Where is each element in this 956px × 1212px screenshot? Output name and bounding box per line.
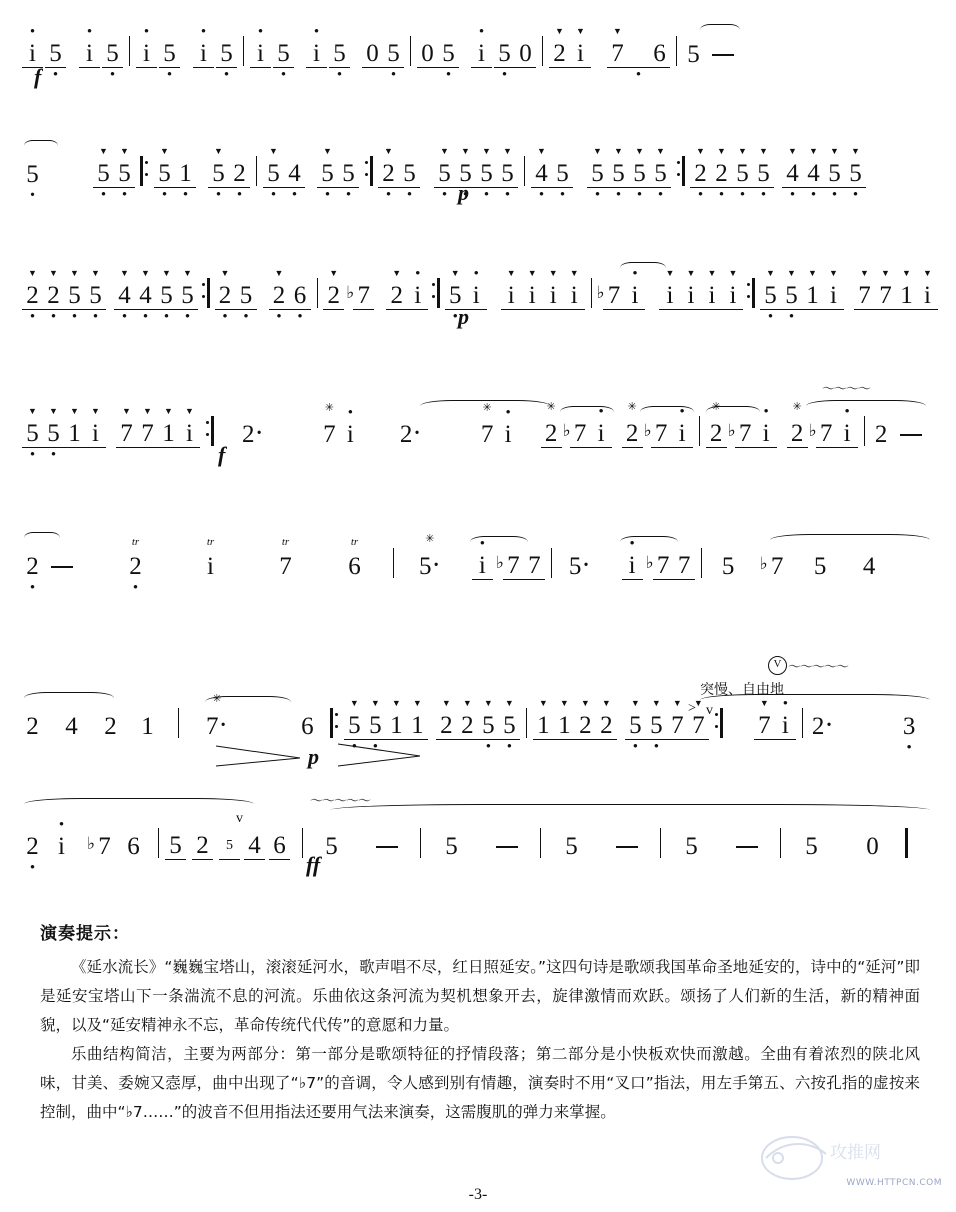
note: • i: [622, 553, 643, 580]
barline: [780, 828, 781, 858]
dynamic-f: f: [218, 442, 226, 467]
note: ▼ i: [85, 421, 106, 448]
note: ♭ 7: [570, 421, 591, 448]
note: 5: [565, 833, 578, 860]
note: 2 ·: [809, 713, 837, 740]
note: ▼ i: [543, 283, 564, 310]
note: ▼ 5 •: [629, 161, 650, 188]
note: ▼ 1: [554, 713, 575, 740]
slur: [770, 534, 930, 546]
note: ▼ 5 •: [499, 713, 520, 740]
note: 7: [674, 553, 695, 580]
note: 5: [687, 41, 700, 68]
accent-mark: >: [688, 701, 696, 716]
note: 2 ·: [397, 421, 425, 448]
barline: [420, 828, 421, 858]
note: ✳ 7 ·: [203, 713, 231, 740]
svg-text:攻推网: 攻推网: [830, 1143, 881, 1163]
note: 2 •: [229, 161, 250, 188]
note: 6: [649, 41, 670, 68]
note: ✳ 2: [706, 421, 727, 448]
note: 3 •: [899, 714, 920, 740]
barline: [256, 156, 257, 186]
note: ▼ 5 •: [455, 161, 476, 188]
note: ▼ 4 •: [531, 161, 552, 188]
note: 2 •: [22, 834, 43, 860]
note: 5 •: [159, 41, 180, 68]
note: ▼ 4 •: [803, 161, 824, 188]
note: ♭ 7: [353, 283, 374, 310]
note: 5 •: [45, 41, 66, 68]
note: 5 •: [438, 41, 459, 68]
note: • i: [756, 421, 777, 448]
repeat-end: [364, 156, 373, 186]
note: ▼ 7: [688, 713, 709, 740]
note: ▼ 5 •: [625, 713, 646, 740]
repeat-start: [330, 708, 339, 738]
note: ▼ 5 •: [434, 161, 455, 188]
note: • i: [466, 283, 487, 310]
tremolo-icon: 〜〜〜〜〜: [788, 659, 849, 674]
note: ▼ 2: [549, 41, 570, 68]
note: ▼ 5 •: [476, 161, 497, 188]
note: ✳ 7: [477, 422, 498, 448]
note: 5: [721, 553, 735, 580]
note-extension: [712, 54, 734, 56]
dynamic-p: p: [308, 744, 319, 769]
dynamic-p: p: [458, 180, 469, 205]
note: ▼ 2 •: [269, 283, 290, 310]
barline: [676, 36, 677, 66]
barline: [701, 548, 702, 578]
note: 1: [141, 713, 154, 740]
score-system-6: [0, 660, 956, 810]
note: ▼ 2: [457, 713, 478, 740]
barline: [393, 548, 394, 578]
note: 5 •: [338, 161, 359, 188]
tempo-instruction: 突慢、自由地: [700, 682, 784, 698]
note: 5 ·: [566, 553, 594, 580]
note: ▼ 2 •: [378, 161, 399, 188]
note: ▼ i: [701, 283, 722, 310]
barline: [551, 548, 552, 578]
slur: [330, 804, 930, 816]
repeat-end: [714, 708, 723, 738]
note: • i: [672, 421, 693, 448]
breath-mark: v: [236, 811, 243, 826]
note: ▼ 4 •: [782, 161, 803, 188]
barline: [660, 828, 661, 858]
note: ▼ 5 •: [64, 283, 85, 310]
note: tr 2 •: [125, 554, 146, 580]
note: ▼ 7: [137, 421, 158, 448]
dynamic-f: f: [34, 64, 42, 89]
note-extension: [376, 846, 398, 848]
note: 2 ·: [239, 421, 267, 448]
note: • i: [193, 41, 214, 68]
note: ▼ 7: [875, 283, 896, 310]
score-system-5: [0, 520, 956, 640]
note: [628, 41, 649, 68]
note: 6 •: [290, 283, 311, 310]
note: 5 •: [216, 41, 237, 68]
note: ▼ 7: [854, 283, 875, 310]
note: 5: [813, 553, 827, 580]
note: ✳ 2: [622, 421, 643, 448]
note: ▼ i: [564, 283, 585, 310]
note: ♭ 7: [603, 283, 624, 310]
repeat-end: [748, 278, 755, 308]
slur: [420, 400, 550, 412]
note: ▼ 2 •: [43, 283, 64, 310]
slur: [700, 694, 930, 706]
note: ♭ 7: [767, 554, 788, 580]
slur: [806, 400, 926, 412]
note: ▼ 4 •: [135, 283, 156, 310]
barline: [317, 278, 318, 308]
note: ▼ 5 •: [760, 283, 781, 310]
note: ▼ i: [917, 283, 938, 310]
note: ♭ 7: [94, 834, 115, 860]
note: ▼ 5 •: [732, 161, 753, 188]
note: ▼ i: [722, 283, 743, 310]
note: • i: [407, 283, 428, 310]
note: ▼ 2: [323, 283, 344, 310]
note: ▼ 7: [754, 713, 775, 740]
slur: [24, 692, 114, 704]
barline: [699, 416, 700, 446]
note: ▼ 5 •: [587, 161, 608, 188]
diminuendo-hairpin: [210, 740, 430, 772]
note: 5 •: [383, 41, 404, 68]
note: ▼ 5 •: [208, 161, 229, 188]
note: ▼ 5 •: [177, 283, 198, 310]
note: ▼ 5 •: [445, 283, 466, 310]
slur: [620, 262, 666, 274]
note: 0: [417, 41, 438, 68]
note: ▼ 2: [596, 713, 617, 740]
repeat-start: [140, 156, 149, 186]
note: ▼ i: [659, 283, 680, 310]
note: 2: [874, 421, 888, 448]
note: ▼ i: [823, 283, 844, 310]
note: ▼ 5 •: [43, 421, 64, 448]
note: 5: [165, 833, 186, 860]
note: • i: [340, 422, 361, 448]
note: ▼ i: [501, 283, 522, 310]
slur: [620, 536, 678, 548]
slur: [205, 696, 291, 708]
note: ▼ 5 •: [497, 161, 518, 188]
score-system-1: [0, 8, 956, 128]
grace-note: 5: [219, 833, 240, 860]
slur: [640, 406, 694, 418]
slur: [700, 24, 740, 36]
repeat-end: [433, 278, 440, 308]
note: ▼ 5 •: [22, 421, 43, 448]
note: • i: [471, 41, 492, 68]
note: ▼ 5 •: [156, 283, 177, 310]
slur: [560, 406, 614, 418]
note: 7: [524, 553, 545, 580]
note: 6: [127, 833, 140, 860]
tremolo-icon: 〜〜〜〜〜: [310, 793, 371, 808]
note: ▼ 1: [64, 421, 85, 448]
breath-mark: v: [706, 703, 713, 718]
repeat-end: [205, 416, 214, 446]
note: 5: [685, 833, 698, 860]
note: ♭ 7: [816, 421, 837, 448]
score-system-3: [0, 250, 956, 370]
note: ▼ 4 •: [114, 283, 135, 310]
barline: [129, 36, 130, 66]
note: 2 •: [22, 554, 43, 580]
note-extension: [616, 846, 638, 848]
note: ▼ 7: [607, 41, 628, 68]
barline: [524, 156, 525, 186]
note: • i: [837, 421, 858, 448]
note: ▼ 2: [436, 713, 457, 740]
barline: [178, 708, 179, 738]
note: ▼ 5 •: [344, 713, 365, 740]
note: 5 •: [273, 41, 294, 68]
note: 0: [866, 833, 879, 860]
slur: [24, 140, 58, 152]
note: • i: [498, 422, 519, 448]
note: 4: [862, 553, 876, 580]
barline: [802, 708, 803, 738]
note-extension: [496, 846, 518, 848]
barline: [302, 828, 303, 858]
note: 6: [301, 713, 314, 740]
note: ♭ 7: [653, 553, 674, 580]
slur: [470, 536, 528, 548]
note: ✳ 2: [787, 421, 808, 448]
note: ▼ 5 •: [478, 713, 499, 740]
note: ▼ 5 •: [608, 161, 629, 188]
note: ▼ 1: [802, 283, 823, 310]
note: ▼ 2: [575, 713, 596, 740]
performance-notes-paragraph-2: 乐曲结构简洁，主要为两部分：第一部分是歌颂特征的抒情段落；第二部分是小快板欢快而激越。全曲有着浓烈的陕北风味，甘美、委婉又悫厚，曲中出现了“♭7”的音调，令人感到别有情趣，演奏时不用“叉口”指法，用左手第五、六按孔指的虚按来控制，曲中“♭7……”的波音不但用指法还要用气法来演奏，这需腹肌的弹力来掌握。: [40, 1045, 920, 1121]
note: 5 •: [399, 161, 420, 188]
note: ▼ 5 •: [824, 161, 845, 188]
dynamic-ff: ff: [306, 852, 321, 877]
score-system-4: [0, 381, 956, 508]
score-system-7: [0, 790, 956, 920]
note: ▼ 1: [158, 421, 179, 448]
note: ▼ 1: [386, 713, 407, 740]
repeat-end: [203, 278, 210, 308]
note: ✳ 7: [319, 422, 340, 448]
note-extension: [736, 846, 758, 848]
note: ▼ 2 •: [690, 161, 711, 188]
note: ✳ 5 ·: [416, 553, 444, 580]
performance-notes-paragraph-1: 《延水流长》“巍巍宝塔山，滚滚延河水，歌声唱不尽，红日照延安。”这四句诗是歌颂我国革命圣地延安的，诗中的“延河”即是延安宝塔山下一条湍流不息的河流。乐曲依这条河流为契机想象开去，旋律激情而欢跃。颂扬了人们新的生活，新的精神面貌，以及“延安精神永不忘，革命传统代代传”的意愿和力量。: [40, 958, 920, 1034]
note: • i: [51, 834, 72, 860]
final-barline-thin: [906, 828, 907, 858]
note: • i: [22, 41, 43, 68]
note: ▼ 5 •: [154, 161, 175, 188]
note: tr i: [200, 554, 221, 580]
note: 5 •: [236, 283, 257, 310]
note: 5: [325, 833, 338, 860]
page-number: -3-: [468, 1186, 488, 1203]
note: • i: [136, 41, 157, 68]
note: ▼ 5 •: [85, 283, 106, 310]
slur: [24, 798, 254, 810]
note: 5: [805, 833, 818, 860]
slur: [706, 406, 760, 418]
score-system-2: [0, 128, 956, 248]
note: 0: [515, 41, 536, 68]
note: 1 •: [175, 161, 196, 188]
note: ▼ 5 •: [646, 713, 667, 740]
breath-mark-icon: V: [768, 656, 787, 675]
tremolo-icon: 〜〜〜〜: [822, 381, 871, 396]
note-extension: [51, 566, 73, 568]
note: 4: [244, 833, 265, 860]
note: 5 •: [552, 161, 573, 188]
barline: [864, 416, 865, 446]
note: • i: [472, 553, 493, 580]
barline: [526, 708, 527, 738]
repeat-end: [676, 156, 685, 186]
note: ♭ 7: [735, 421, 756, 448]
note: ♭ 7: [503, 553, 524, 580]
note: 4: [65, 713, 78, 740]
barline: [243, 36, 244, 66]
note: ▼ 5 •: [781, 283, 802, 310]
note: tr 7: [275, 554, 296, 580]
barline: [542, 36, 543, 66]
note: ▼ 5 •: [753, 161, 774, 188]
note-extension: [900, 434, 922, 436]
note: ▼ 1: [896, 283, 917, 310]
note: ▼ 7: [667, 713, 688, 740]
note: 5 •: [494, 41, 515, 68]
note: • i: [306, 41, 327, 68]
note: 6: [269, 833, 290, 860]
note: ▼ 2 •: [711, 161, 732, 188]
note: ▼ 7: [116, 421, 137, 448]
note: ▼ i: [680, 283, 701, 310]
note: ▼ 5 •: [93, 161, 114, 188]
barline: [591, 278, 592, 308]
performance-notes-heading: 演奏提示：: [40, 924, 130, 944]
note: ♭ 7: [651, 421, 672, 448]
barline: [540, 828, 541, 858]
note: ▼ i: [522, 283, 543, 310]
note: ▼ 5 •: [845, 161, 866, 188]
note: ▼ i: [179, 421, 200, 448]
performance-notes: [40, 920, 920, 1127]
note: ▼ 2 •: [215, 283, 236, 310]
note: ▼ 2: [386, 283, 407, 310]
note: 0: [362, 41, 383, 68]
note: 2: [26, 713, 39, 740]
note: tr 6: [344, 554, 365, 580]
barline: [410, 36, 411, 66]
note: ▼ 5 •: [365, 713, 386, 740]
note: ▼ 2 •: [22, 283, 43, 310]
note: 5 ·: [22, 162, 43, 188]
slur: [24, 532, 60, 544]
note: • i: [624, 283, 645, 310]
note: ▼ 5 •: [263, 161, 284, 188]
note: 5: [445, 833, 458, 860]
note: ▼ 5 •: [650, 161, 671, 188]
note: • i: [79, 41, 100, 68]
note: ✳ 2: [541, 421, 562, 448]
note: ▼ 5 •: [317, 161, 338, 188]
note: 5 •: [329, 41, 350, 68]
note: ▼ 1: [407, 713, 428, 740]
note: • i: [250, 41, 271, 68]
barline: [158, 828, 159, 858]
note: • i: [591, 421, 612, 448]
note: 2: [104, 713, 117, 740]
note: ▼ 5 •: [114, 161, 135, 188]
dynamic-p: p: [458, 304, 469, 329]
note: 4 •: [284, 161, 305, 188]
note: ▼ i: [570, 41, 591, 68]
note: 5 •: [102, 41, 123, 68]
note: • i: [775, 713, 796, 740]
watermark-url: WWW.HTTPCN.COM: [846, 1178, 942, 1188]
note: ▼ 1: [533, 713, 554, 740]
note: 2: [192, 833, 213, 860]
